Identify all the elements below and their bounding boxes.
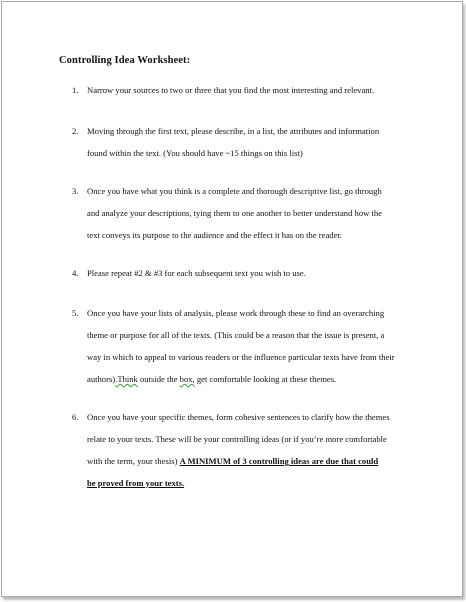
- text-line: relate to your texts. These will be your controlling ideas (or if you’re more comfortable: [87, 434, 387, 444]
- emphasis-text: A MINIMUM of 3 controlling ideas are due that could: [179, 456, 379, 466]
- text-line: Once you have your lists of analysis, please work through these to find an overarching: [87, 308, 385, 318]
- text-line: [87, 472, 427, 494]
- text-line: [87, 450, 427, 472]
- text-line: theme or purpose for all of the texts. (This could be a reason that the issue is present, a: [87, 330, 385, 340]
- text-line: and analyze your descriptions, tying them to one another to better understand how the: [87, 208, 382, 218]
- worksheet-title: Controlling Idea Worksheet:: [59, 55, 191, 66]
- text-segment: authors): [87, 374, 116, 384]
- text-line: Once you have your specific themes, form cohesive sentences to clarify how the themes: [87, 412, 390, 422]
- text-segment: outside the: [137, 374, 180, 384]
- text-line: Narrow your sources to two or three that you find the most interesting and relevant.: [87, 85, 375, 95]
- text-line: Moving through the first text, please describe, in a list, the attributes and information: [87, 126, 380, 136]
- text-segment: with the term, your thesis): [87, 456, 180, 466]
- item-number: 5.: [72, 308, 79, 318]
- item-number: 2.: [72, 126, 79, 136]
- grammar-flag: .Think: [115, 374, 138, 384]
- item-text: [87, 120, 427, 164]
- text-line: Please repeat #2 & #3 for each subsequent text you wish to use.: [87, 268, 306, 278]
- text-line: [87, 368, 427, 390]
- document-page: [1, 1, 463, 597]
- item-text: [87, 262, 427, 284]
- item-text: [87, 79, 427, 101]
- grammar-flag: box,: [179, 374, 195, 384]
- item-text: [87, 180, 427, 246]
- item-number: 4.: [72, 268, 79, 278]
- item-text: [87, 302, 427, 390]
- text-line: text conveys its purpose to the audience and the effect it has on the reader.: [87, 230, 342, 240]
- emphasis-text: be proved from your texts.: [87, 478, 185, 488]
- text-segment: get comfortable looking at these themes.: [194, 374, 337, 384]
- text-line: found within the text. (You should have ~15 things on this list): [87, 148, 303, 158]
- item-number: 3.: [72, 186, 79, 196]
- text-line: Once you have what you think is a complete and thorough descriptive list, go through: [87, 186, 382, 196]
- item-number: 1.: [72, 85, 79, 95]
- item-number: 6.: [72, 412, 79, 422]
- text-line: way in which to appeal to various readers or the influence particular texts have from their: [87, 352, 395, 362]
- item-text: [87, 406, 427, 494]
